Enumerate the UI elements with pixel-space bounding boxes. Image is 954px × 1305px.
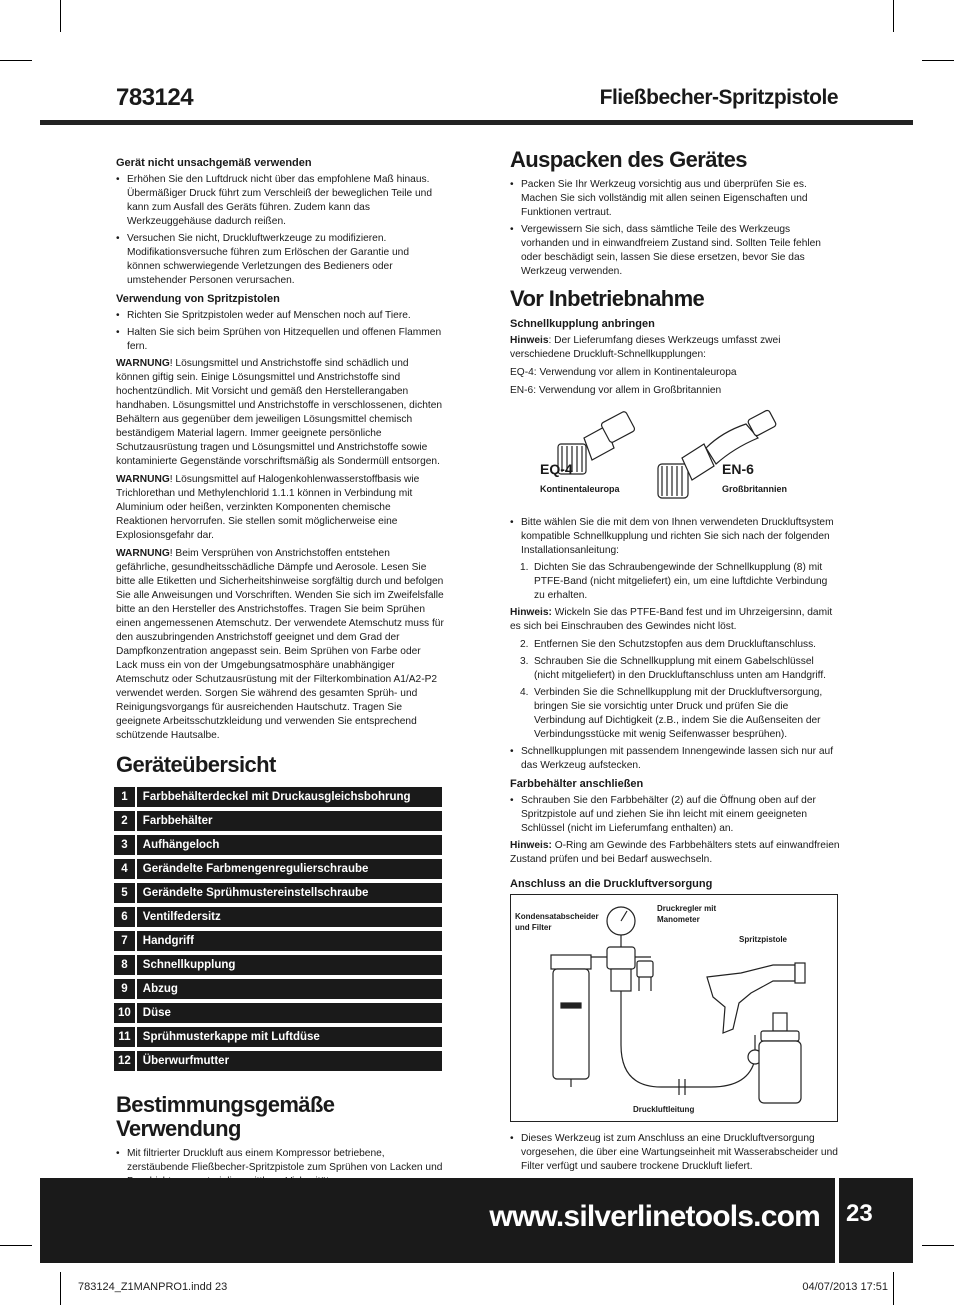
warning-paragraph: WARNUNG! Lösungsmittel und Anstrichstoffe sind schädlich und können giftig sein. Einige Lösungsmittel und Anstrichstoffe sind hochentzündlich. Mit Vorsicht und gemäß den Herstellerangaben handhaben. Lösungsmittel und Anstrichstoffe in verschlossenen, dichten Behältern aus gegenüber dem jeweiligen Lösungsmittel chemisch beständigem Material lagern. Immer geeignete persönliche Schutzausrüstung tragen und Lösungsmittel und Anstrichstoffe sowie kontaminierte Gegenstände vorschriftsmäßig als Sondermüll entsorgen. <box>116 358 443 467</box>
regulator-label: Druckregler mit Manometer <box>657 904 717 924</box>
list-item: • Halten Sie sich beim Sprühen von Hitzequellen und offenen Flammen fern. <box>116 326 444 354</box>
filter-label: Kondensatabscheider und Filter <box>515 912 599 932</box>
filter-icon <box>551 955 591 1087</box>
step-item: 2. Entfernen Sie den Schutzstopfen aus dem Druckluftanschluss. <box>520 639 817 650</box>
table-row <box>114 979 442 999</box>
part-number: 4 <box>114 859 135 879</box>
hose-label: Druckluftleitung <box>633 1105 695 1114</box>
crop-mark <box>60 0 61 32</box>
table-row <box>114 907 442 927</box>
page-title: Fließbecher-Spritzpistole <box>599 86 838 109</box>
left-column <box>116 152 444 1192</box>
warning-paragraph: WARNUNG! Beim Versprühen von Anstrichstoffen entstehen gefährliche, gesundheitsschädliche Dämpfe und Aerosole. Lesen Sie bitte alle Etiketten und Sicherheitshinweise sorgfältig durch und befolgen Sie alle Anweisungen und Vorschriften. Wenden Sie sich im Zweifelsfalle bitte an den Hersteller des Anstrichstoffes. Tragen Sie beim Sprühen einen angemessenen Atemschutz. Der verwendete Atemschutz muss für den auszubringenden Anstrichstoff geeignet und dem Grad der Dampfkonzentration angepasst sein. Beim Sprühen von Farbe oder Lack muss ein von der Umgebungsatmosphäre unabhängiger Atemschutz oder Schutzausrüstung mit der Filterkombination A1/A2-P2 verwendet werden. Sorgen Sie während des gesamten Sprüh- und Reinigungsvorgangs für ausreichenden Hautschutz. Tragen Sie geeignete Arbeitsschutzkleidung und verwenden Sie entsprechend schützende Hautsalbe. <box>116 548 444 741</box>
warning-label: WARNUNG <box>116 548 170 559</box>
part-number: 12 <box>114 1051 135 1071</box>
header-rule <box>40 120 913 125</box>
part-number: 11 <box>114 1027 135 1047</box>
hint-paragraph: Hinweis: O-Ring am Gewinde des Farbbehälters stets auf einwandfreien Zustand prüfen und bei Bedarf auswechseln. <box>510 840 840 865</box>
list-item: • Richten Sie Spritzpistolen weder auf Menschen noch auf Tiere. <box>116 309 444 323</box>
warning-label: WARNUNG <box>116 474 170 485</box>
right-column <box>510 148 840 1177</box>
air-supply-diagram <box>510 894 838 1122</box>
part-number: 8 <box>114 955 135 975</box>
list-item: • Mit filtrierter Druckluft aus einem Kompressor betriebene, zerstäubende Fließbecher-Spritzpistole zum Sprühen von Lacken und <box>116 1147 444 1189</box>
en6-label: EN-6 <box>722 461 754 477</box>
table-row <box>114 811 442 831</box>
table-row <box>114 955 442 975</box>
footer-band <box>40 1178 913 1263</box>
misuse-heading: Gerät nicht unsachgemäß verwenden <box>116 157 312 169</box>
crop-mark <box>0 60 32 61</box>
crop-mark <box>893 1272 894 1305</box>
crop-mark <box>0 1245 32 1246</box>
en6-note: EN-6: Verwendung vor allem in Großbritannien <box>510 385 722 396</box>
part-label: Abzug <box>137 979 442 999</box>
step-item: 4. Verbinden Sie die Schnellkupplung mit der Druckluftversorgung, bringen Sie sie vorsichtig unter Druck und prüfen Sie die Verbindung auf Dichtigkeit (z.B., indem Sie die Außenseiten der Verbindungsstücke mit wenig Seifenwasser besprühen). <box>520 687 823 740</box>
list-item: • Schnellkupplungen mit passendem Innengewinde lassen sich nur auf das Werkzeug aufstecken. <box>510 745 840 773</box>
table-row <box>114 1027 442 1047</box>
warning-label: WARNUNG <box>116 358 170 369</box>
table-row <box>114 859 442 879</box>
part-number: 7 <box>114 931 135 951</box>
part-number: 6 <box>114 907 135 927</box>
parts-table <box>114 783 442 1075</box>
part-label: Schnellkupplung <box>137 955 442 975</box>
list-item: • Schrauben Sie den Farbbehälter (2) auf die Öffnung oben auf der Spritzpistole auf und ziehen Sie ihn leicht mit einem geeigneten Schlüssel (nicht im Lieferumfang enthalten) an. <box>510 794 840 836</box>
list-item: • Dieses Werkzeug ist zum Anschluss an eine Druckluftversorgung vorgesehen, die über eine Wartungseinheit mit Wasserabscheider und Filter verfügt und saubere trockene Druckluft liefert. <box>510 1132 840 1174</box>
paint-cup-icon <box>759 1013 801 1103</box>
part-number: 5 <box>114 883 135 903</box>
part-number: 9 <box>114 979 135 999</box>
hint-paragraph: Hinweis: Wickeln Sie das PTFE-Band fest und im Uhrzeigersinn, damit es sich bei Einschrauben des Gewindes nicht löst. <box>510 607 833 632</box>
website-link[interactable]: www.silverlinetools.com <box>489 1200 820 1233</box>
intended-use-heading: Bestimmungsgemäße Verwendung <box>116 1092 335 1141</box>
product-number: 783124 <box>116 84 194 111</box>
part-label: Sprühmusterkappe mit Luftdüse <box>137 1027 442 1047</box>
hint-paragraph: Hinweis: Der Lieferumfang dieses Werkzeugs umfasst zwei verschiedene Druckluft-Schnellkupplungen: <box>510 335 781 360</box>
part-label: Farbbehälter <box>137 811 442 831</box>
page-number: 23 <box>846 1200 873 1227</box>
footer-divider <box>835 1178 839 1263</box>
table-row <box>114 1003 442 1023</box>
part-label: Handgriff <box>137 931 442 951</box>
part-label: Gerändelte Sprühmustereinstellschraube <box>137 883 442 903</box>
supply-heading: Anschluss an die Druckluftversorgung <box>510 878 713 890</box>
en6-caption: Großbritannien <box>722 484 787 494</box>
eq4-label: EQ-4 <box>540 461 573 477</box>
cup-heading: Farbbehälter anschließen <box>510 778 644 790</box>
table-row <box>114 883 442 903</box>
table-row <box>114 835 442 855</box>
table-row <box>114 1051 442 1071</box>
part-label: Ventilfedersitz <box>137 907 442 927</box>
table-row <box>114 931 442 951</box>
list-item: • Erhöhen Sie den Luftdruck nicht über das empfohlene Maß hinaus. Übermäßiger Druck führt zum Verschleiß der beweglichen Teile und kann zum Ausfall des Geräts führen. Zudem kann das Werkzeuggehäuse dadurch reißen. <box>116 173 444 229</box>
list-item: • Bitte wählen Sie die mit dem von Ihnen verwendeten Druckluftsystem kompatible Schnellkupplung und richten Sie sich nach der folgenden Installationsanleitung: <box>510 516 840 558</box>
part-number: 2 <box>114 811 135 831</box>
coupling-heading: Schnellkupplung anbringen <box>510 318 655 330</box>
crop-mark <box>893 0 894 32</box>
coupling-illustration <box>510 402 840 512</box>
part-label: Düse <box>137 1003 442 1023</box>
unpack-heading: Auspacken des Gerätes <box>510 147 747 172</box>
list-item: • Packen Sie Ihr Werkzeug vorsichtig aus und überprüfen Sie es. Machen Sie sich vollständig mit allen seinen Eigenschaften und Funktionen vertraut. <box>510 178 840 220</box>
part-label: Aufhängeloch <box>137 835 442 855</box>
crop-mark <box>922 1245 954 1246</box>
slug-date: 04/07/2013 17:51 <box>802 1281 888 1293</box>
step-item: 1. Dichten Sie das Schraubengewinde der Schnellkupplung (8) mit PTFE-Band (nicht mitgeliefert) ein, um eine luftdichte Verbindung zu erhalten. <box>520 562 828 601</box>
before-use-heading: Vor Inbetriebnahme <box>510 286 705 311</box>
slug-filename: 783124_Z1MANPRO1.indd 23 <box>78 1281 228 1293</box>
eq4-caption: Kontinentaleuropa <box>540 484 620 494</box>
part-label: Überwurfmutter <box>137 1051 442 1071</box>
gun-label: Spritzpistole <box>739 935 788 944</box>
step-item: 3. Schrauben Sie die Schnellkupplung mit einem Gabelschlüssel (nicht mitgeliefert) in den Druckluftanschluss unten am Handgriff. <box>520 656 826 681</box>
regulator-icon <box>591 907 653 991</box>
part-label: Farbbehälterdeckel mit Druckausgleichsbohrung <box>137 787 442 807</box>
crop-mark <box>60 1272 61 1305</box>
eq4-note: EQ-4: Verwendung vor allem in Kontinentaleuropa <box>510 367 737 378</box>
part-label: Gerändelte Farbmengenregulierschraube <box>137 859 442 879</box>
part-number: 10 <box>114 1003 135 1023</box>
part-number: 1 <box>114 787 135 807</box>
crop-mark <box>922 60 954 61</box>
part-number: 3 <box>114 835 135 855</box>
spray-heading: Verwendung von Spritzpistolen <box>116 293 280 305</box>
list-item: • Vergewissern Sie sich, dass sämtliche Teile des Werkzeugs vorhanden und in einwandfreiem Zustand sind. Sollten Teile fehlen oder beschädigt sein, lassen Sie diese ersetzen, bevor Sie das Werkzeug verwenden. <box>510 223 840 279</box>
warning-paragraph: WARNUNG! Lösungsmittel auf Halogenkohlenwasserstoffbasis wie Trichlorethan und Methylenchlorid 1.1.1 können in Verbindung mit Aluminium oder heißen, verzinkten Komponenten chemische Reaktionen hervorrufen. Sie stellen somit möglicherweise eine Explosionsgefahr dar. <box>116 474 420 541</box>
list-item: • Versuchen Sie nicht, Druckluftwerkzeuge zu modifizieren. Modifikationsversuche führen zum Erlöschen der Garantie und können schwerwiegende Verletzungen des Bedieners oder umstehender Personen verursachen. <box>116 232 444 288</box>
overview-heading: Geräteübersicht <box>116 752 276 777</box>
table-row <box>114 787 442 807</box>
